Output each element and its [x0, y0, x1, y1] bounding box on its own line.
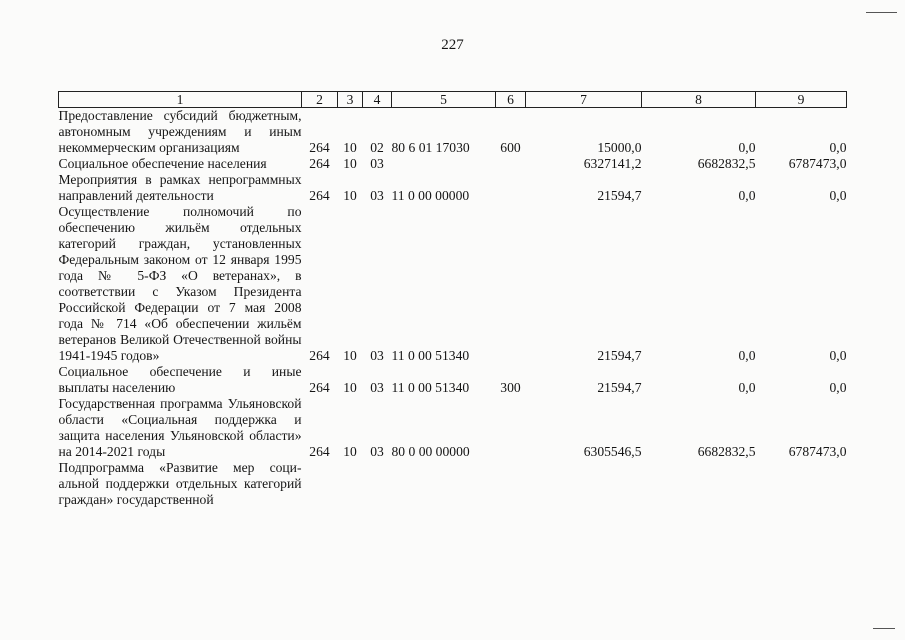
cell-amount-col9: 0,0	[829, 188, 847, 203]
cell-expense-type: 300	[500, 380, 521, 395]
cell-expense-type	[496, 460, 526, 508]
cell-subsection: 03	[370, 348, 384, 363]
table-row	[59, 460, 847, 508]
cell-amount-col8: 0,0	[738, 348, 756, 363]
table-row	[59, 364, 847, 396]
table-row	[59, 156, 847, 172]
column-header: 5	[392, 92, 496, 108]
cell-subsection: 03	[370, 444, 384, 459]
cell-amount-col8	[642, 460, 756, 508]
cell-target-code: 11 0 00 00000	[391, 188, 470, 203]
cell-amount-col7: 21594,7	[597, 188, 642, 203]
cell-amount-col9: 0,0	[829, 140, 847, 155]
cell-subsection: 03	[370, 156, 384, 171]
cell-amount-col7: 6327141,2	[583, 156, 642, 171]
cell-amount-col8: 0,0	[738, 188, 756, 203]
scan-mark	[873, 628, 895, 629]
row-name: Государственная программа Ульяновской области «Социальная поддержка и защита населения Ульяновской области» на 2014-2021 годы	[58, 396, 302, 459]
row-name: Предоставление субсидий бюджетным, автономным учреждениям и иным некоммерческим организациям	[58, 108, 302, 155]
cell-ministry	[302, 460, 338, 508]
cell-amount-col9: 0,0	[829, 380, 847, 395]
cell-expense-type	[496, 156, 526, 172]
cell-amount-col8: 0,0	[738, 380, 756, 395]
cell-amount-col7: 15000,0	[597, 140, 642, 155]
cell-subsection: 02	[370, 140, 384, 155]
cell-expense-type	[496, 172, 526, 204]
cell-amount-col7: 21594,7	[597, 380, 642, 395]
cell-ministry: 264	[309, 188, 330, 203]
cell-section: 10	[343, 140, 357, 155]
cell-target-code: 80 6 01 17030	[391, 140, 470, 155]
row-name: Социальное обеспечение населения	[58, 156, 267, 171]
table-row	[59, 108, 847, 157]
row-name: Мероприятия в рамках непрограммных направлений деятельности	[58, 172, 302, 203]
cell-section: 10	[343, 188, 357, 203]
table-row	[59, 204, 847, 364]
column-header: 9	[756, 92, 847, 108]
budget-table	[58, 91, 847, 508]
cell-amount-col9: 6787473,0	[788, 156, 847, 171]
column-header: 3	[338, 92, 363, 108]
column-header: 2	[302, 92, 338, 108]
cell-target-code: 80 0 00 00000	[391, 444, 470, 459]
row-name: Осуществление полномочий по обеспечению жильём отдельных категорий граждан, установленных Федеральным законом от 12 января 1995 года № 5-ФЗ «О ветеранах», в соответствии с Указом Президента Российской Федерации от 7 мая 2008 года № 714 «Об обеспечении жильём ветеранов Великой Отечественной войны 1941-1945 годов»	[58, 204, 302, 363]
cell-target-code	[392, 156, 496, 172]
cell-amount-col8: 0,0	[738, 140, 756, 155]
table-row	[59, 396, 847, 460]
cell-section: 10	[343, 156, 357, 171]
cell-subsection	[363, 460, 392, 508]
cell-expense-type: 600	[500, 140, 521, 155]
row-name: Подпрограмма «Развитие мер социальной поддержки отдельных категорий граждан» государственной	[58, 460, 302, 507]
cell-section: 10	[343, 444, 357, 459]
cell-section: 10	[343, 380, 357, 395]
cell-amount-col9: 0,0	[829, 348, 847, 363]
cell-target-code	[392, 460, 496, 508]
cell-ministry: 264	[309, 444, 330, 459]
cell-amount-col8: 6682832,5	[697, 156, 756, 171]
cell-section	[338, 460, 363, 508]
cell-amount-col8: 6682832,5	[697, 444, 756, 459]
cell-amount-col7: 6305546,5	[583, 444, 642, 459]
table-row	[59, 172, 847, 204]
column-header: 8	[642, 92, 756, 108]
cell-ministry: 264	[309, 156, 330, 171]
cell-target-code: 11 0 00 51340	[391, 380, 470, 395]
cell-ministry: 264	[309, 348, 330, 363]
scan-mark	[866, 12, 897, 13]
column-header: 4	[363, 92, 392, 108]
cell-ministry: 264	[309, 380, 330, 395]
row-name: Социальное обеспечение и иные выплаты населению	[58, 364, 302, 395]
page-number: 227	[441, 37, 464, 53]
cell-subsection: 03	[370, 380, 384, 395]
column-header: 6	[496, 92, 526, 108]
cell-subsection: 03	[370, 188, 384, 203]
cell-amount-col7	[526, 460, 642, 508]
cell-amount-col9	[756, 460, 847, 508]
column-header: 1	[59, 92, 302, 108]
cell-expense-type	[496, 396, 526, 460]
column-header: 7	[526, 92, 642, 108]
cell-expense-type	[496, 204, 526, 364]
cell-ministry: 264	[309, 140, 330, 155]
cell-amount-col9: 6787473,0	[788, 444, 847, 459]
cell-amount-col7: 21594,7	[597, 348, 642, 363]
cell-target-code: 11 0 00 51340	[391, 348, 470, 363]
cell-section: 10	[343, 348, 357, 363]
table-header-row	[59, 92, 847, 108]
